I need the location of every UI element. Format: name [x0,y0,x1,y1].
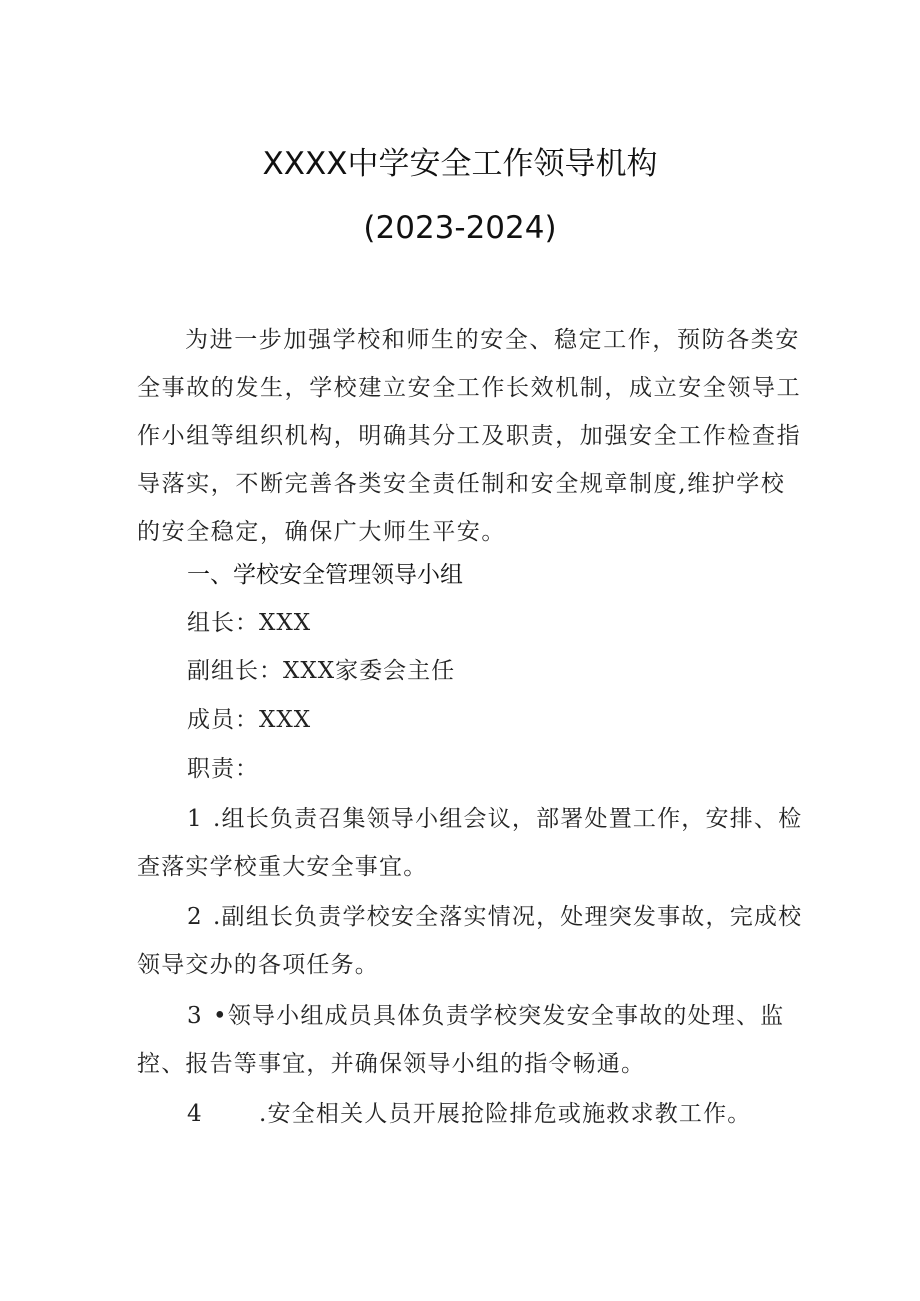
leader-line: 组长：XXX [187,610,312,636]
intro-paragraph [137,316,805,556]
duty-item-4 [137,1090,805,1138]
document-year-range: (2023-2024) [363,210,557,246]
duties-label: 职责： [187,756,259,782]
duty-item-2 [137,893,805,989]
duty-number: 3 [187,1003,203,1029]
duty-text: .副组长负责学校安全落实情况，处理突发事故，完成校领导交办的各项任务。 [137,904,803,978]
duty-item-3 [137,992,805,1088]
duty-number: 2 [187,904,203,930]
duty-number: 4 [187,1101,203,1127]
deputy-leader-line: 副组长：XXX家委会主任 [187,658,456,684]
duty-text: •领导小组成员具体负责学校突发安全事故的处理、监控、报告等事宜，并确保领导小组的指令畅通。 [137,1003,785,1077]
document-title: XXXX中学安全工作领导机构 [262,146,658,182]
duty-number: 1 [187,806,203,832]
duty-text: .组长负责召集领导小组会议，部署处置工作，安排、检查落实学校重大安全事宜。 [137,806,803,880]
duty-text: .安全相关人员开展抢险排危或施救求教工作。 [259,1101,752,1127]
section-heading: 一、学校安全管理领导小组 [187,562,463,588]
intro-text: 为进一步加强学校和师生的安全、稳定工作，预防各类安全事故的发生，学校建立安全工作长效机制，成立安全领导工作小组等组织机构，明确其分工及职责，加强安全工作检查指导落实，不断完善各类安全责任制和安全规章制度,维护学校的安全稳定，确保广大师生平安。 [137,327,802,545]
members-line: 成员：XXX [187,707,312,733]
duty-item-1 [137,795,805,891]
